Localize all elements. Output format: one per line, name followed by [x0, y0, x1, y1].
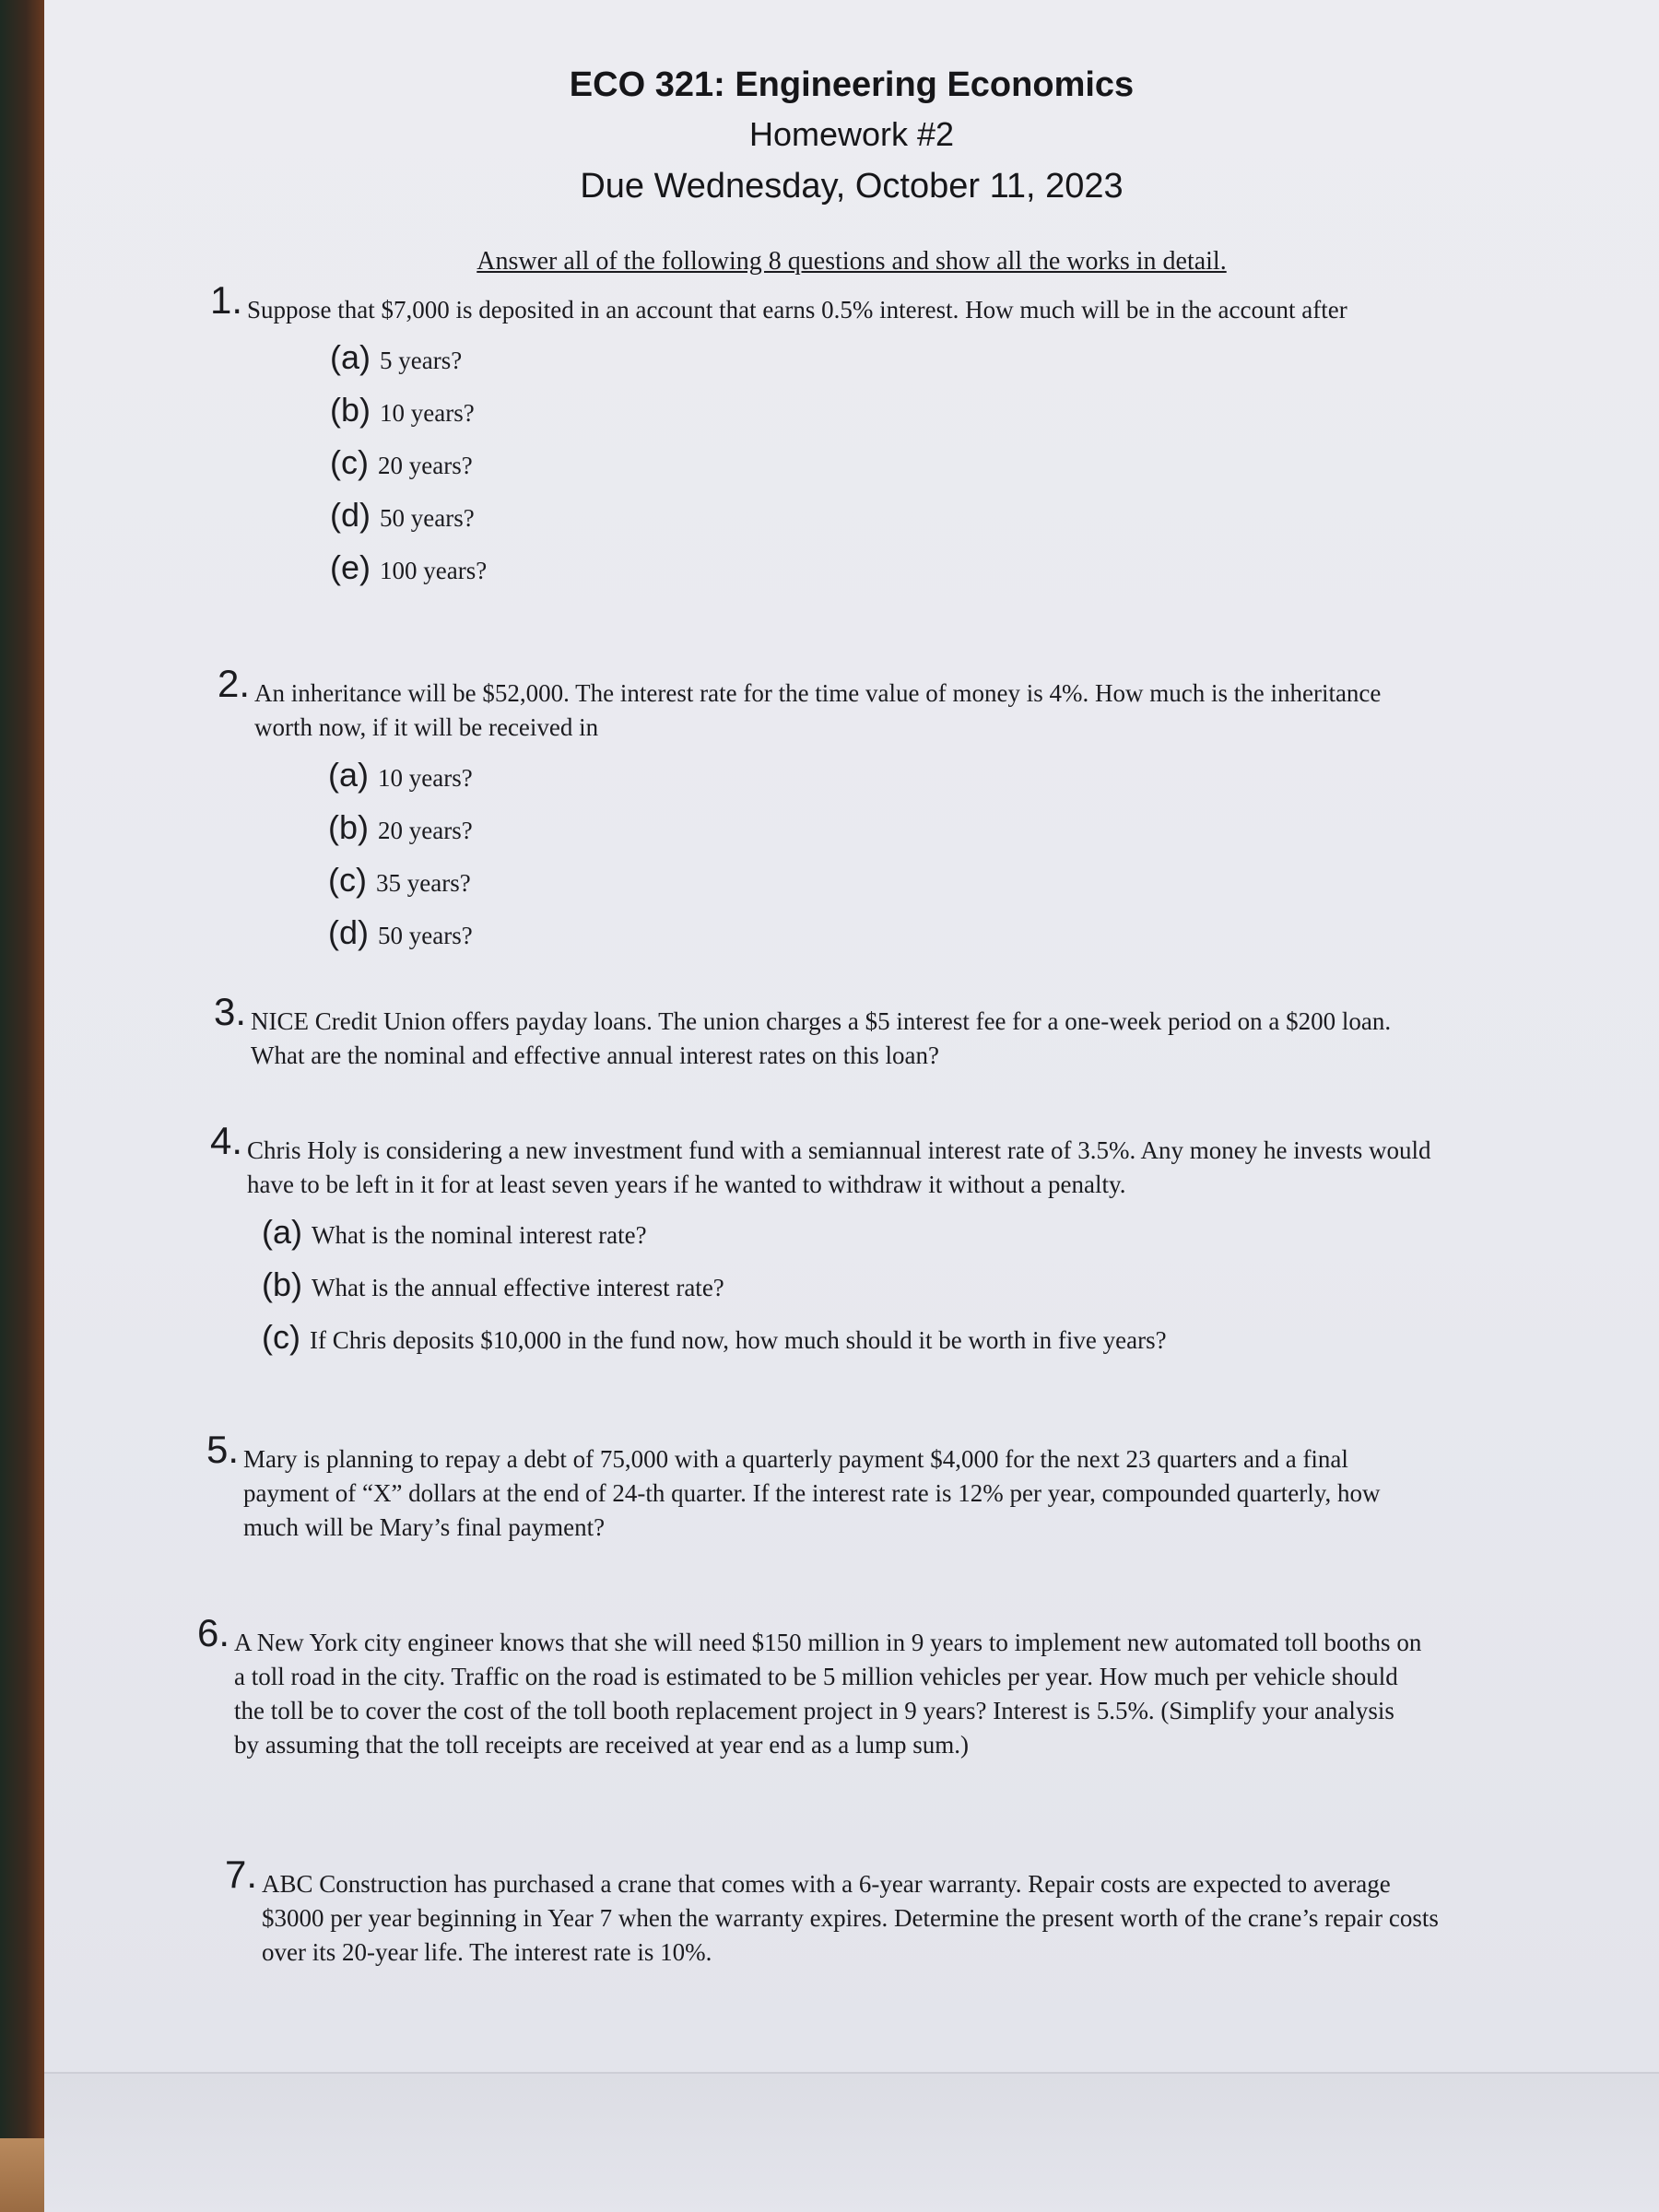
page-fold [44, 2072, 1659, 2212]
question-7 [225, 1853, 1451, 1970]
sub-text: 10 years? [380, 399, 475, 427]
sub-letter: (a) [328, 756, 369, 794]
sub-text: 20 years? [377, 452, 473, 479]
question-text: A New York city engineer knows that she will need $150 million in 9 years to implement new automated toll booths on a toll road in the city. Traffic on the road is estimated to be 5 million vehicles per year. How much per vehicle should the toll be to cover the cost of the toll booth replacement project in 9 years? Interest is 5.5%. (Simplify your analysis by assuming that the toll receipts are received at year end as a lump sum.) [234, 1629, 1422, 1759]
sub-question-a [262, 1207, 1436, 1260]
sub-text: 5 years? [380, 347, 463, 374]
question-3 [214, 990, 1440, 1073]
sub-question-b [262, 1260, 1436, 1312]
question-number: 5. [206, 1428, 240, 1471]
question-number: 7. [225, 1853, 258, 1896]
sub-letter: (c) [262, 1318, 300, 1356]
question-text: Suppose that $7,000 is deposited in an account that earns 0.5% interest. How much will be in the account after [247, 296, 1347, 324]
question-text: An inheritance will be $52,000. The interest rate for the time value of money is 4%. How much is the inheritance worth now, if it will be received in [254, 679, 1382, 741]
sub-question-list [262, 1207, 1436, 1365]
sub-letter: (e) [330, 548, 371, 586]
question-6 [197, 1611, 1423, 1762]
sub-question-b [328, 803, 1443, 855]
question-text: NICE Credit Union offers payday loans. The union charges a $5 interest fee for a one-week period on a $200 loan. What are the nominal and effective annual interest rates on this loan? [251, 1007, 1392, 1069]
sub-letter: (a) [330, 338, 371, 376]
due-date: Due Wednesday, October 11, 2023 [580, 167, 1124, 206]
question-number: 2. [218, 662, 251, 705]
sub-text: What is the nominal interest rate? [312, 1221, 647, 1249]
sub-question-list [328, 750, 1443, 960]
question-text: ABC Construction has purchased a crane that comes with a 6-year warranty. Repair costs are expected to average $3000 per year beginning in Year 7 when the warranty expires. Determine the present worth of the crane’s repair costs over its 20-year life. The interest rate is 10%. [262, 1870, 1439, 1966]
sub-letter: (b) [262, 1265, 302, 1303]
question-number: 6. [197, 1611, 230, 1654]
sub-question-a [330, 333, 1436, 385]
question-text: Chris Holy is considering a new investment fund with a semiannual interest rate of 3.5%. Any money he invests would have to be left in it for at least seven years if he wanted to withdraw it without a penalty. [247, 1136, 1431, 1198]
question-number: 1. [210, 278, 243, 322]
sub-letter: (d) [328, 913, 369, 951]
course-title: ECO 321: Engineering Economics [569, 65, 1135, 104]
sub-text: 50 years? [380, 504, 475, 532]
sub-text: 10 years? [378, 764, 473, 792]
sub-letter: (c) [328, 861, 367, 899]
sub-question-c [328, 855, 1443, 908]
sub-question-list [330, 333, 1436, 595]
sub-letter: (b) [328, 808, 369, 846]
question-4 [210, 1119, 1436, 1365]
sub-text: 100 years? [380, 557, 488, 584]
sub-question-d [328, 908, 1443, 960]
sub-question-b [330, 385, 1436, 438]
sub-question-e [330, 543, 1436, 595]
document-header [44, 59, 1659, 214]
sub-text: If Chris deposits $10,000 in the fund now, how much should it be worth in five years? [309, 1326, 1167, 1354]
sub-question-c [330, 438, 1436, 490]
question-number: 4. [210, 1119, 243, 1162]
question-number: 3. [214, 990, 247, 1033]
sub-text: What is the annual effective interest rate? [312, 1274, 724, 1301]
sub-question-a [328, 750, 1443, 803]
homework-page [44, 0, 1659, 2212]
sub-text: 35 years? [375, 869, 471, 897]
sub-letter: (a) [262, 1213, 302, 1251]
sub-question-c [262, 1312, 1436, 1365]
homework-title: Homework #2 [748, 115, 955, 153]
question-5 [206, 1428, 1432, 1545]
sub-text: 20 years? [378, 817, 473, 844]
sub-text: 50 years? [378, 922, 473, 949]
sub-letter: (d) [330, 496, 371, 534]
sub-letter: (b) [330, 391, 371, 429]
question-1 [210, 278, 1436, 595]
instructions: Answer all of the following 8 questions and show all the works in detail. [477, 247, 1227, 276]
sub-question-d [330, 490, 1436, 543]
sub-letter: (c) [330, 443, 369, 481]
question-text: Mary is planning to repay a debt of 75,000 with a quarterly payment $4,000 for the next 23 quarters and a final payment of “X” dollars at the end of 24-th quarter. If the interest rate is 12% per year, compounded quarterly, how much will be Mary’s final payment? [243, 1445, 1381, 1541]
question-2 [218, 662, 1443, 960]
